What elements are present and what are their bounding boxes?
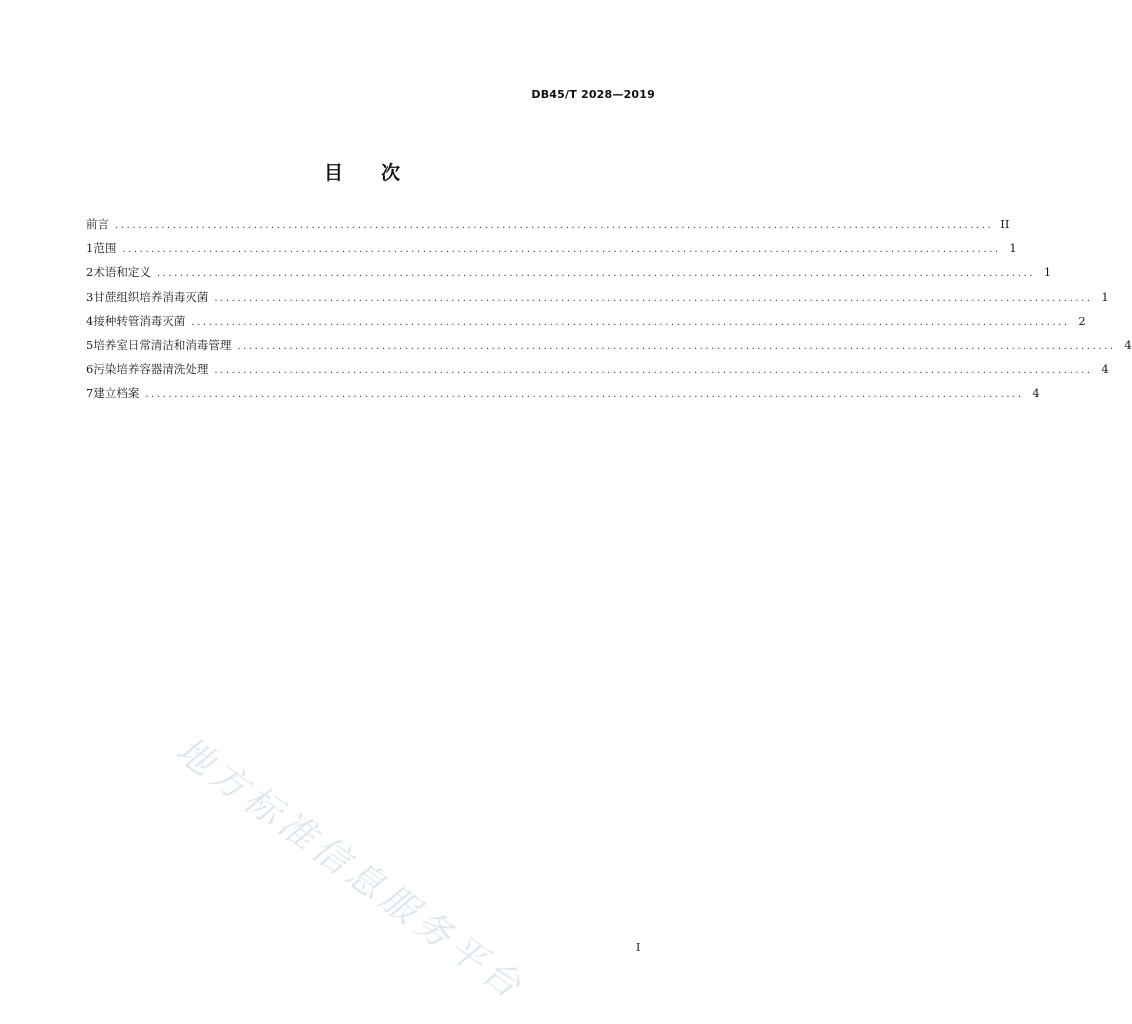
toc-entry[interactable] xyxy=(86,385,1040,409)
page-number: I xyxy=(636,941,641,954)
toc-entry-number: 2 xyxy=(86,265,94,280)
toc-leader-dots: ........................................................................................................................................................ xyxy=(237,340,1116,352)
toc-leader-dots: ........................................................................................................................................................ xyxy=(214,292,1093,304)
table-of-contents xyxy=(86,216,1132,410)
toc-leader-dots: ........................................................................................................................................................ xyxy=(145,389,1024,401)
toc-entry-page: 4 xyxy=(1032,386,1040,401)
toc-entry-title: 污染培养容器清洗处理 xyxy=(93,362,209,377)
toc-entry-number: 6 xyxy=(86,362,94,377)
toc-entry-title: 术语和定义 xyxy=(93,265,151,280)
toc-entry-title: 培养室日常清洁和消毒管理 xyxy=(93,337,232,352)
watermark: 地方标准信息服务平台 xyxy=(168,729,533,1010)
title-char-2: 次 xyxy=(381,162,401,184)
toc-entry-number: 4 xyxy=(86,313,94,328)
document-code: DB45/T 2028—2019 xyxy=(531,88,655,101)
toc-leader-dots: ........................................................................................................................................................ xyxy=(191,316,1070,328)
toc-entry[interactable] xyxy=(86,240,1017,264)
toc-entry[interactable] xyxy=(86,289,1109,313)
toc-entry-title: 接种转管消毒灭菌 xyxy=(93,313,186,328)
title-char-1: 目 xyxy=(323,162,343,184)
toc-leader-dots: ........................................................................................................................................................ xyxy=(214,365,1093,377)
toc-entry-page: II xyxy=(1000,217,1010,231)
toc-entry-number: 3 xyxy=(86,289,94,304)
toc-entry-page: 4 xyxy=(1101,362,1109,377)
toc-entry[interactable] xyxy=(86,216,1010,240)
toc-entry-number: 5 xyxy=(86,337,94,352)
toc-entry-title: 建立档案 xyxy=(93,386,140,401)
toc-leader-dots: ........................................................................................................................................................ xyxy=(156,268,1036,280)
toc-entry-title: 甘蔗组织培养消毒灭菌 xyxy=(93,289,209,304)
toc-entry-page: 2 xyxy=(1078,313,1086,328)
toc-entry-page: 4 xyxy=(1124,337,1132,352)
toc-entry-page: 1 xyxy=(1043,265,1052,280)
toc-entry[interactable] xyxy=(86,264,1052,288)
page-title xyxy=(0,158,724,185)
toc-entry-page: 1 xyxy=(1101,289,1109,304)
toc-entry[interactable] xyxy=(86,337,1132,361)
toc-entry-number: 1 xyxy=(86,241,94,256)
toc-entry[interactable] xyxy=(86,361,1109,385)
toc-entry-title: 范围 xyxy=(93,241,117,256)
toc-entry-number: 7 xyxy=(86,386,94,401)
toc-entry[interactable] xyxy=(86,313,1086,337)
toc-leader-dots: ........................................................................................................................................................ xyxy=(115,220,994,231)
toc-entry-title: 前言 xyxy=(86,217,109,231)
toc-entry-page: 1 xyxy=(1009,241,1017,256)
toc-leader-dots: ........................................................................................................................................................ xyxy=(122,244,1001,256)
